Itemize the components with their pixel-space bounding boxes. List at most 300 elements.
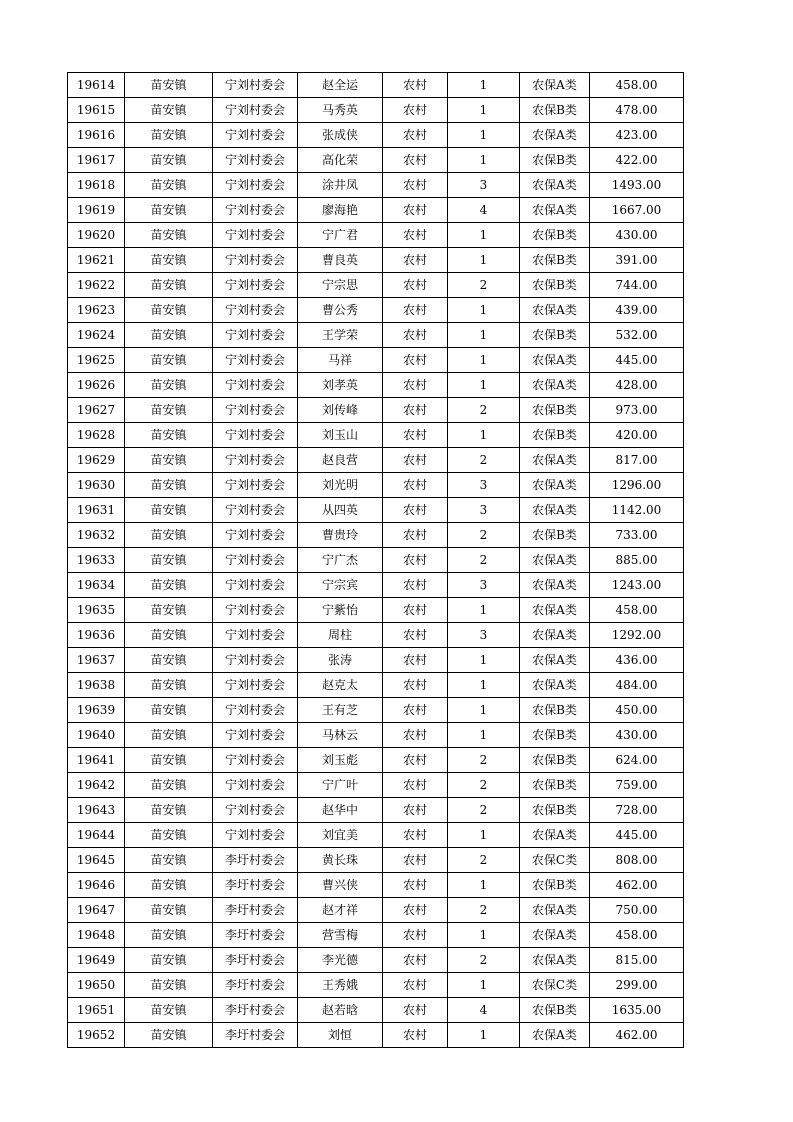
town-cell: 苗安镇 [125, 523, 213, 548]
town-cell: 苗安镇 [125, 923, 213, 948]
amount-cell: 462.00 [590, 1023, 684, 1048]
household-count-cell: 1 [448, 323, 520, 348]
name-cell: 宁广君 [298, 223, 383, 248]
amount-cell: 973.00 [590, 398, 684, 423]
amount-cell: 532.00 [590, 323, 684, 348]
town-cell: 苗安镇 [125, 773, 213, 798]
insurance-type-cell: 农保B类 [520, 748, 590, 773]
household-count-cell: 2 [448, 948, 520, 973]
insurance-type-cell: 农保A类 [520, 1023, 590, 1048]
area-type-cell: 农村 [383, 173, 448, 198]
table-row [68, 148, 684, 173]
town-cell: 苗安镇 [125, 173, 213, 198]
household-count-cell: 3 [448, 623, 520, 648]
row-id-cell: 19622 [68, 273, 125, 298]
name-cell: 张成侠 [298, 123, 383, 148]
household-count-cell: 4 [448, 198, 520, 223]
household-count-cell: 2 [448, 748, 520, 773]
area-type-cell: 农村 [383, 698, 448, 723]
town-cell: 苗安镇 [125, 898, 213, 923]
village-cell: 李圩村委会 [213, 923, 298, 948]
insurance-type-cell: 农保A类 [520, 623, 590, 648]
name-cell: 赵华中 [298, 798, 383, 823]
insurance-type-cell: 农保B类 [520, 523, 590, 548]
area-type-cell: 农村 [383, 748, 448, 773]
name-cell: 刘传峰 [298, 398, 383, 423]
amount-cell: 817.00 [590, 448, 684, 473]
row-id-cell: 19640 [68, 723, 125, 748]
area-type-cell: 农村 [383, 998, 448, 1023]
name-cell: 王秀娥 [298, 973, 383, 998]
table-row [68, 173, 684, 198]
village-cell: 宁刘村委会 [213, 123, 298, 148]
amount-cell: 478.00 [590, 98, 684, 123]
table-row [68, 573, 684, 598]
row-id-cell: 19627 [68, 398, 125, 423]
household-count-cell: 1 [448, 673, 520, 698]
row-id-cell: 19635 [68, 598, 125, 623]
insurance-type-cell: 农保B类 [520, 223, 590, 248]
insurance-type-cell: 农保A类 [520, 123, 590, 148]
amount-cell: 728.00 [590, 798, 684, 823]
insurance-type-cell: 农保A类 [520, 648, 590, 673]
town-cell: 苗安镇 [125, 223, 213, 248]
area-type-cell: 农村 [383, 448, 448, 473]
table-row [68, 623, 684, 648]
table-row [68, 273, 684, 298]
village-cell: 宁刘村委会 [213, 623, 298, 648]
town-cell: 苗安镇 [125, 598, 213, 623]
insurance-type-cell: 农保A类 [520, 898, 590, 923]
row-id-cell: 19642 [68, 773, 125, 798]
name-cell: 营雪梅 [298, 923, 383, 948]
village-cell: 宁刘村委会 [213, 273, 298, 298]
insurance-type-cell: 农保A类 [520, 823, 590, 848]
household-count-cell: 1 [448, 1023, 520, 1048]
amount-cell: 450.00 [590, 698, 684, 723]
amount-cell: 462.00 [590, 873, 684, 898]
row-id-cell: 19647 [68, 898, 125, 923]
name-cell: 曹兴侠 [298, 873, 383, 898]
table-row [68, 548, 684, 573]
row-id-cell: 19625 [68, 348, 125, 373]
village-cell: 宁刘村委会 [213, 523, 298, 548]
insurance-type-cell: 农保B类 [520, 98, 590, 123]
row-id-cell: 19651 [68, 998, 125, 1023]
row-id-cell: 19636 [68, 623, 125, 648]
table-row [68, 698, 684, 723]
household-count-cell: 1 [448, 98, 520, 123]
table-row [68, 848, 684, 873]
household-count-cell: 1 [448, 373, 520, 398]
name-cell: 李光德 [298, 948, 383, 973]
household-count-cell: 1 [448, 723, 520, 748]
name-cell: 马祥 [298, 348, 383, 373]
insurance-type-cell: 农保B类 [520, 248, 590, 273]
name-cell: 赵全运 [298, 73, 383, 98]
village-cell: 宁刘村委会 [213, 398, 298, 423]
name-cell: 刘恒 [298, 1023, 383, 1048]
row-id-cell: 19638 [68, 673, 125, 698]
area-type-cell: 农村 [383, 623, 448, 648]
row-id-cell: 19637 [68, 648, 125, 673]
town-cell: 苗安镇 [125, 848, 213, 873]
area-type-cell: 农村 [383, 373, 448, 398]
table-row [68, 973, 684, 998]
row-id-cell: 19634 [68, 573, 125, 598]
insurance-type-cell: 农保B类 [520, 773, 590, 798]
name-cell: 赵才祥 [298, 898, 383, 923]
town-cell: 苗安镇 [125, 948, 213, 973]
area-type-cell: 农村 [383, 523, 448, 548]
row-id-cell: 19630 [68, 473, 125, 498]
household-count-cell: 2 [448, 523, 520, 548]
household-count-cell: 2 [448, 773, 520, 798]
village-cell: 宁刘村委会 [213, 498, 298, 523]
insurance-type-cell: 农保B类 [520, 273, 590, 298]
insurance-type-cell: 农保A类 [520, 298, 590, 323]
town-cell: 苗安镇 [125, 998, 213, 1023]
table-row [68, 473, 684, 498]
table-row [68, 648, 684, 673]
row-id-cell: 19632 [68, 523, 125, 548]
town-cell: 苗安镇 [125, 98, 213, 123]
row-id-cell: 19650 [68, 973, 125, 998]
row-id-cell: 19616 [68, 123, 125, 148]
table-row [68, 98, 684, 123]
row-id-cell: 19644 [68, 823, 125, 848]
amount-cell: 1292.00 [590, 623, 684, 648]
amount-cell: 458.00 [590, 73, 684, 98]
area-type-cell: 农村 [383, 398, 448, 423]
village-cell: 宁刘村委会 [213, 173, 298, 198]
amount-cell: 436.00 [590, 648, 684, 673]
village-cell: 李圩村委会 [213, 973, 298, 998]
household-count-cell: 2 [448, 898, 520, 923]
amount-cell: 391.00 [590, 248, 684, 273]
amount-cell: 430.00 [590, 723, 684, 748]
area-type-cell: 农村 [383, 773, 448, 798]
name-cell: 赵克太 [298, 673, 383, 698]
household-count-cell: 2 [448, 398, 520, 423]
town-cell: 苗安镇 [125, 323, 213, 348]
village-cell: 宁刘村委会 [213, 723, 298, 748]
row-id-cell: 19628 [68, 423, 125, 448]
table-row [68, 223, 684, 248]
village-cell: 宁刘村委会 [213, 698, 298, 723]
village-cell: 宁刘村委会 [213, 448, 298, 473]
name-cell: 马秀英 [298, 98, 383, 123]
town-cell: 苗安镇 [125, 448, 213, 473]
row-id-cell: 19615 [68, 98, 125, 123]
town-cell: 苗安镇 [125, 673, 213, 698]
town-cell: 苗安镇 [125, 723, 213, 748]
row-id-cell: 19626 [68, 373, 125, 398]
village-cell: 李圩村委会 [213, 998, 298, 1023]
area-type-cell: 农村 [383, 548, 448, 573]
insurance-type-cell: 农保B类 [520, 323, 590, 348]
area-type-cell: 农村 [383, 1023, 448, 1048]
area-type-cell: 农村 [383, 848, 448, 873]
row-id-cell: 19631 [68, 498, 125, 523]
insurance-type-cell: 农保A类 [520, 498, 590, 523]
town-cell: 苗安镇 [125, 73, 213, 98]
village-cell: 宁刘村委会 [213, 798, 298, 823]
row-id-cell: 19639 [68, 698, 125, 723]
town-cell: 苗安镇 [125, 248, 213, 273]
village-cell: 宁刘村委会 [213, 73, 298, 98]
table-row [68, 873, 684, 898]
village-cell: 宁刘村委会 [213, 198, 298, 223]
household-count-cell: 1 [448, 223, 520, 248]
insurance-type-cell: 农保A类 [520, 448, 590, 473]
name-cell: 宁广杰 [298, 548, 383, 573]
town-cell: 苗安镇 [125, 273, 213, 298]
amount-cell: 1635.00 [590, 998, 684, 1023]
village-cell: 宁刘村委会 [213, 573, 298, 598]
amount-cell: 750.00 [590, 898, 684, 923]
area-type-cell: 农村 [383, 898, 448, 923]
table-row [68, 948, 684, 973]
insurance-type-cell: 农保A类 [520, 548, 590, 573]
area-type-cell: 农村 [383, 248, 448, 273]
table-row [68, 323, 684, 348]
amount-cell: 458.00 [590, 923, 684, 948]
area-type-cell: 农村 [383, 598, 448, 623]
town-cell: 苗安镇 [125, 873, 213, 898]
village-cell: 宁刘村委会 [213, 673, 298, 698]
table-row [68, 998, 684, 1023]
village-cell: 李圩村委会 [213, 948, 298, 973]
row-id-cell: 19624 [68, 323, 125, 348]
area-type-cell: 农村 [383, 348, 448, 373]
name-cell: 刘玉彪 [298, 748, 383, 773]
household-count-cell: 1 [448, 823, 520, 848]
amount-cell: 815.00 [590, 948, 684, 973]
amount-cell: 420.00 [590, 423, 684, 448]
area-type-cell: 农村 [383, 473, 448, 498]
area-type-cell: 农村 [383, 423, 448, 448]
household-count-cell: 1 [448, 873, 520, 898]
town-cell: 苗安镇 [125, 623, 213, 648]
name-cell: 刘孝英 [298, 373, 383, 398]
insurance-type-cell: 农保A类 [520, 923, 590, 948]
area-type-cell: 农村 [383, 823, 448, 848]
household-count-cell: 1 [448, 973, 520, 998]
row-id-cell: 19629 [68, 448, 125, 473]
amount-cell: 744.00 [590, 273, 684, 298]
table-row [68, 523, 684, 548]
name-cell: 曹贵玲 [298, 523, 383, 548]
area-type-cell: 农村 [383, 273, 448, 298]
town-cell: 苗安镇 [125, 198, 213, 223]
name-cell: 刘玉山 [298, 423, 383, 448]
town-cell: 苗安镇 [125, 573, 213, 598]
amount-cell: 445.00 [590, 823, 684, 848]
name-cell: 周柱 [298, 623, 383, 648]
insurance-type-cell: 农保A类 [520, 173, 590, 198]
amount-cell: 1142.00 [590, 498, 684, 523]
village-cell: 宁刘村委会 [213, 748, 298, 773]
table-row [68, 123, 684, 148]
area-type-cell: 农村 [383, 573, 448, 598]
village-cell: 宁刘村委会 [213, 548, 298, 573]
village-cell: 宁刘村委会 [213, 598, 298, 623]
amount-cell: 1296.00 [590, 473, 684, 498]
amount-cell: 808.00 [590, 848, 684, 873]
amount-cell: 759.00 [590, 773, 684, 798]
insurance-type-cell: 农保B类 [520, 148, 590, 173]
household-count-cell: 1 [448, 598, 520, 623]
row-id-cell: 19620 [68, 223, 125, 248]
amount-cell: 430.00 [590, 223, 684, 248]
table-row [68, 773, 684, 798]
area-type-cell: 农村 [383, 798, 448, 823]
row-id-cell: 19652 [68, 1023, 125, 1048]
insurance-type-cell: 农保A类 [520, 598, 590, 623]
area-type-cell: 农村 [383, 873, 448, 898]
village-cell: 宁刘村委会 [213, 248, 298, 273]
insurance-type-cell: 农保B类 [520, 998, 590, 1023]
household-count-cell: 1 [448, 423, 520, 448]
town-cell: 苗安镇 [125, 498, 213, 523]
village-cell: 李圩村委会 [213, 848, 298, 873]
table-row [68, 923, 684, 948]
amount-cell: 1667.00 [590, 198, 684, 223]
town-cell: 苗安镇 [125, 123, 213, 148]
row-id-cell: 19643 [68, 798, 125, 823]
row-id-cell: 19614 [68, 73, 125, 98]
name-cell: 宁宗宾 [298, 573, 383, 598]
village-cell: 宁刘村委会 [213, 823, 298, 848]
insurance-type-cell: 农保B类 [520, 398, 590, 423]
insurance-type-cell: 农保B类 [520, 423, 590, 448]
household-count-cell: 2 [448, 848, 520, 873]
insurance-type-cell: 农保A类 [520, 73, 590, 98]
household-count-cell: 1 [448, 298, 520, 323]
town-cell: 苗安镇 [125, 973, 213, 998]
household-count-cell: 1 [448, 73, 520, 98]
household-count-cell: 2 [448, 798, 520, 823]
amount-cell: 624.00 [590, 748, 684, 773]
town-cell: 苗安镇 [125, 473, 213, 498]
row-id-cell: 19646 [68, 873, 125, 898]
household-count-cell: 4 [448, 998, 520, 1023]
amount-cell: 423.00 [590, 123, 684, 148]
row-id-cell: 19645 [68, 848, 125, 873]
insurance-type-cell: 农保B类 [520, 723, 590, 748]
town-cell: 苗安镇 [125, 398, 213, 423]
town-cell: 苗安镇 [125, 698, 213, 723]
village-cell: 宁刘村委会 [213, 98, 298, 123]
row-id-cell: 19619 [68, 198, 125, 223]
row-id-cell: 19617 [68, 148, 125, 173]
table-row [68, 398, 684, 423]
row-id-cell: 19641 [68, 748, 125, 773]
village-cell: 宁刘村委会 [213, 148, 298, 173]
area-type-cell: 农村 [383, 198, 448, 223]
amount-cell: 733.00 [590, 523, 684, 548]
name-cell: 高化荣 [298, 148, 383, 173]
amount-cell: 885.00 [590, 548, 684, 573]
village-cell: 李圩村委会 [213, 873, 298, 898]
town-cell: 苗安镇 [125, 373, 213, 398]
village-cell: 李圩村委会 [213, 1023, 298, 1048]
table-body [68, 73, 684, 1048]
amount-cell: 439.00 [590, 298, 684, 323]
household-count-cell: 3 [448, 498, 520, 523]
insurance-type-cell: 农保B类 [520, 873, 590, 898]
insurance-type-cell: 农保A类 [520, 373, 590, 398]
village-cell: 宁刘村委会 [213, 223, 298, 248]
town-cell: 苗安镇 [125, 423, 213, 448]
household-count-cell: 3 [448, 473, 520, 498]
name-cell: 宁紫怡 [298, 598, 383, 623]
village-cell: 李圩村委会 [213, 898, 298, 923]
name-cell: 宁广叶 [298, 773, 383, 798]
household-count-cell: 2 [448, 548, 520, 573]
name-cell: 廖海艳 [298, 198, 383, 223]
amount-cell: 445.00 [590, 348, 684, 373]
name-cell: 涂井凤 [298, 173, 383, 198]
town-cell: 苗安镇 [125, 748, 213, 773]
name-cell: 王有芝 [298, 698, 383, 723]
row-id-cell: 19649 [68, 948, 125, 973]
name-cell: 黄长珠 [298, 848, 383, 873]
name-cell: 从四英 [298, 498, 383, 523]
table-row [68, 298, 684, 323]
household-count-cell: 2 [448, 273, 520, 298]
area-type-cell: 农村 [383, 673, 448, 698]
insurance-type-cell: 农保A类 [520, 348, 590, 373]
town-cell: 苗安镇 [125, 648, 213, 673]
area-type-cell: 农村 [383, 948, 448, 973]
name-cell: 马林云 [298, 723, 383, 748]
household-count-cell: 3 [448, 173, 520, 198]
insurance-type-cell: 农保A类 [520, 673, 590, 698]
area-type-cell: 农村 [383, 723, 448, 748]
insurance-type-cell: 农保A类 [520, 473, 590, 498]
name-cell: 曹公秀 [298, 298, 383, 323]
table-row [68, 448, 684, 473]
household-count-cell: 2 [448, 448, 520, 473]
area-type-cell: 农村 [383, 223, 448, 248]
town-cell: 苗安镇 [125, 148, 213, 173]
table-row [68, 598, 684, 623]
town-cell: 苗安镇 [125, 348, 213, 373]
village-cell: 宁刘村委会 [213, 298, 298, 323]
name-cell: 赵良营 [298, 448, 383, 473]
row-id-cell: 19633 [68, 548, 125, 573]
area-type-cell: 农村 [383, 323, 448, 348]
town-cell: 苗安镇 [125, 823, 213, 848]
household-count-cell: 1 [448, 923, 520, 948]
row-id-cell: 19621 [68, 248, 125, 273]
name-cell: 王学荣 [298, 323, 383, 348]
name-cell: 赵若晗 [298, 998, 383, 1023]
table-row [68, 823, 684, 848]
area-type-cell: 农村 [383, 923, 448, 948]
name-cell: 曹良英 [298, 248, 383, 273]
table-row [68, 498, 684, 523]
household-count-cell: 1 [448, 648, 520, 673]
name-cell: 刘光明 [298, 473, 383, 498]
insurance-type-cell: 农保C类 [520, 848, 590, 873]
insurance-type-cell: 农保A类 [520, 573, 590, 598]
amount-cell: 299.00 [590, 973, 684, 998]
table-row [68, 423, 684, 448]
row-id-cell: 19648 [68, 923, 125, 948]
